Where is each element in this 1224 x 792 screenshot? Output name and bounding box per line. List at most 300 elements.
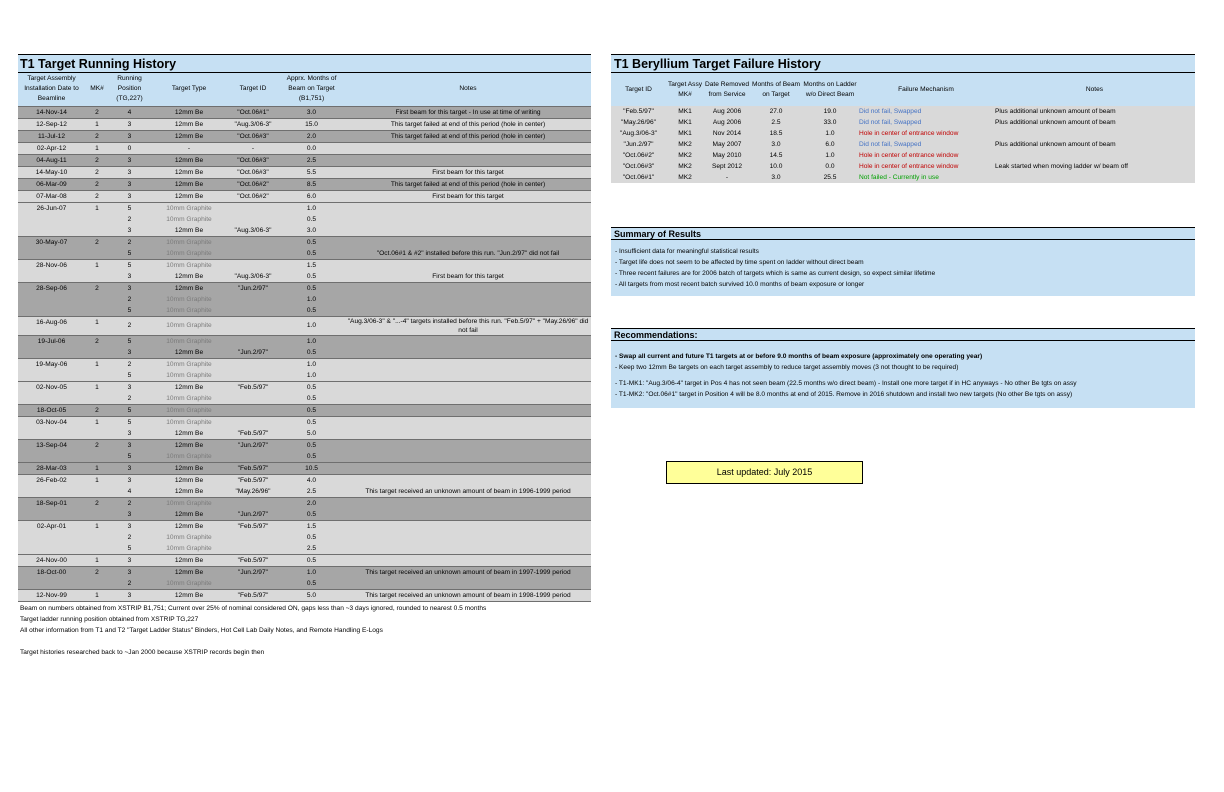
footnote-line — [20, 636, 486, 647]
target-type-cell: 10mm Graphite — [150, 393, 228, 405]
months-cell: 2.0 — [278, 497, 345, 509]
notes-cell — [345, 225, 591, 237]
header-fail-notes: Notes — [994, 73, 1195, 106]
notes-cell — [345, 520, 591, 532]
install-date-cell: 03-Nov-04 — [18, 416, 85, 439]
mk-cell: 2 — [85, 404, 109, 416]
months-cell: 0.5 — [278, 347, 345, 359]
install-date-cell: 02-Nov-05 — [18, 381, 85, 404]
header-install-date: Target Assembly Installation Date to Beamline — [18, 73, 85, 106]
target-id-cell — [228, 316, 278, 335]
failure-row — [611, 139, 1195, 150]
fail-assy-cell: MK2 — [666, 161, 704, 172]
target-id-cell: "Feb.5/97" — [228, 474, 278, 486]
fail-mechanism-cell: Hole in center of entrance window — [858, 128, 994, 139]
months-cell: 0.5 — [278, 393, 345, 405]
position-cell: 4 — [109, 106, 150, 118]
months-cell: 0.5 — [278, 282, 345, 294]
notes-cell — [345, 259, 591, 271]
install-date-cell: 19-Jul-06 — [18, 335, 85, 358]
last-updated-box: Last updated: July 2015 — [666, 461, 863, 484]
target-id-cell: "Jun.2/97" — [228, 439, 278, 451]
position-cell: 3 — [109, 439, 150, 451]
running-history-title: T1 Target Running History — [18, 54, 591, 73]
install-date-cell: 11-Jul-12 — [18, 130, 85, 142]
target-type-cell: 10mm Graphite — [150, 202, 228, 214]
fail-notes-cell: Plus additional unknown amount of beam — [994, 117, 1195, 128]
position-cell: 2 — [109, 532, 150, 543]
notes-cell — [345, 282, 591, 294]
history-row — [18, 166, 591, 178]
notes-cell — [345, 554, 591, 566]
position-cell: 3 — [109, 566, 150, 578]
months-cell: 10.5 — [278, 462, 345, 474]
history-row — [18, 404, 591, 416]
history-row — [18, 142, 591, 154]
target-type-cell: 10mm Graphite — [150, 236, 228, 248]
fail-target-id-cell: "Feb.5/97" — [611, 106, 666, 117]
months-cell: 0.5 — [278, 554, 345, 566]
target-id-cell: "Aug.3/06-3" — [228, 271, 278, 283]
mk-cell: 2 — [85, 154, 109, 166]
notes-cell — [345, 439, 591, 451]
notes-cell — [345, 578, 591, 590]
header-target-type: Target Type — [150, 73, 228, 106]
header-target-id: Target ID — [228, 73, 278, 106]
position-cell: 5 — [109, 248, 150, 260]
notes-cell: This target received an unknown amount of beam in 1998-1999 period — [345, 589, 591, 601]
history-row — [18, 130, 591, 142]
install-date-cell: 07-Mar-08 — [18, 190, 85, 202]
notes-cell: This target failed at end of this period (hole in center) — [345, 178, 591, 190]
target-id-cell: "Oct.06#2" — [228, 190, 278, 202]
running-history-section — [18, 54, 591, 602]
fail-months-ladder-cell: 6.0 — [802, 139, 858, 150]
months-cell: 2.0 — [278, 130, 345, 142]
target-id-cell — [228, 236, 278, 248]
mk-cell: 1 — [85, 142, 109, 154]
months-cell: 0.5 — [278, 271, 345, 283]
notes-cell — [345, 305, 591, 317]
fail-months-ladder-cell: 33.0 — [802, 117, 858, 128]
recommendations-title: Recommendations: — [611, 328, 1195, 341]
notes-cell: "Oct.06#1 & #2" installed before this run. "Jun.2/97" did not fail — [345, 248, 591, 260]
target-id-cell: - — [228, 142, 278, 154]
failure-row — [611, 172, 1195, 183]
install-date-cell: 30-May-07 — [18, 236, 85, 259]
target-id-cell — [228, 578, 278, 590]
history-row — [18, 202, 591, 214]
summary-title: Summary of Results — [611, 227, 1195, 240]
position-cell: 3 — [109, 554, 150, 566]
position-cell: 3 — [109, 271, 150, 283]
months-cell: 1.0 — [278, 335, 345, 347]
target-type-cell: 10mm Graphite — [150, 316, 228, 335]
failure-row — [611, 161, 1195, 172]
notes-cell: First beam for this target - In use at time of writing — [345, 106, 591, 118]
fail-removed-cell: May 2007 — [704, 139, 750, 150]
recommendation-line: - Keep two 12mm Be targets on each target assembly to reduce target assembly moves (3 not thought to be required) — [615, 364, 959, 371]
mk-cell: 2 — [85, 106, 109, 118]
header-mk: MK# — [85, 73, 109, 106]
notes-cell — [345, 358, 591, 370]
target-id-cell: "Jun.2/97" — [228, 282, 278, 294]
mk-cell: 2 — [85, 166, 109, 178]
fail-months-ladder-cell: 1.0 — [802, 150, 858, 161]
months-cell: 1.0 — [278, 294, 345, 305]
mk-cell: 1 — [85, 358, 109, 381]
months-cell: 2.5 — [278, 154, 345, 166]
target-id-cell — [228, 532, 278, 543]
position-cell: 5 — [109, 335, 150, 347]
history-row — [18, 236, 591, 248]
target-type-cell: 12mm Be — [150, 381, 228, 393]
position-cell: 2 — [109, 393, 150, 405]
notes-cell: This target received an unknown amount of beam in 1997-1999 period — [345, 566, 591, 578]
header-fail-removed: Date Removed from Service — [704, 73, 750, 106]
footnote-line: Target histories researched back to ~Jan 2000 because XSTRIP records begin then — [20, 649, 265, 656]
install-date-cell: 13-Sep-04 — [18, 439, 85, 462]
target-type-cell: 10mm Graphite — [150, 248, 228, 260]
install-date-cell: 26-Feb-02 — [18, 474, 85, 497]
position-cell: 5 — [109, 416, 150, 428]
target-type-cell: 12mm Be — [150, 589, 228, 601]
failure-row — [611, 128, 1195, 139]
position-cell: 3 — [109, 154, 150, 166]
fail-months-beam-cell: 18.5 — [750, 128, 802, 139]
target-id-cell: "Aug.3/06-3" — [228, 118, 278, 130]
target-type-cell: 10mm Graphite — [150, 497, 228, 509]
months-cell: 0.5 — [278, 532, 345, 543]
months-cell: 0.5 — [278, 509, 345, 521]
history-row — [18, 566, 591, 578]
position-cell: 3 — [109, 381, 150, 393]
install-date-cell: 28-Mar-03 — [18, 462, 85, 474]
notes-cell — [345, 509, 591, 521]
fail-months-beam-cell: 3.0 — [750, 139, 802, 150]
target-id-cell — [228, 404, 278, 416]
target-type-cell: - — [150, 142, 228, 154]
fail-target-id-cell: "Oct.06#3" — [611, 161, 666, 172]
fail-target-id-cell: "May.26/96" — [611, 117, 666, 128]
fail-mechanism-cell: Did not fail, Swapped — [858, 117, 994, 128]
fail-assy-cell: MK1 — [666, 106, 704, 117]
notes-cell — [345, 335, 591, 347]
position-cell: 3 — [109, 130, 150, 142]
history-row — [18, 282, 591, 294]
notes-cell — [345, 393, 591, 405]
target-id-cell — [228, 497, 278, 509]
fail-notes-cell — [994, 128, 1195, 139]
target-id-cell — [228, 248, 278, 260]
notes-cell — [345, 370, 591, 382]
target-type-cell: 10mm Graphite — [150, 370, 228, 382]
position-cell: 3 — [109, 589, 150, 601]
target-id-cell: "Oct.06#3" — [228, 154, 278, 166]
notes-cell: This target failed at end of this period (hole in center) — [345, 118, 591, 130]
position-cell: 4 — [109, 486, 150, 498]
months-cell: 0.5 — [278, 381, 345, 393]
mk-cell: 1 — [85, 416, 109, 439]
target-id-cell: "Aug.3/06-3" — [228, 225, 278, 237]
footnotes — [20, 603, 486, 658]
mk-cell: 2 — [85, 282, 109, 316]
summary-box — [611, 227, 1195, 296]
target-type-cell: 10mm Graphite — [150, 358, 228, 370]
target-type-cell: 12mm Be — [150, 474, 228, 486]
months-cell: 3.0 — [278, 225, 345, 237]
mk-cell: 1 — [85, 520, 109, 554]
target-type-cell: 12mm Be — [150, 190, 228, 202]
fail-removed-cell: Nov 2014 — [704, 128, 750, 139]
fail-mechanism-cell: Hole in center of entrance window — [858, 161, 994, 172]
install-date-cell: 28-Sep-06 — [18, 282, 85, 316]
header-months-beam: Apprx. Months of Beam on Target (B1,751) — [278, 73, 345, 106]
history-row — [18, 381, 591, 393]
install-date-cell: 28-Nov-06 — [18, 259, 85, 282]
failure-row — [611, 106, 1195, 117]
install-date-cell: 04-Aug-11 — [18, 154, 85, 166]
history-row — [18, 554, 591, 566]
target-id-cell — [228, 335, 278, 347]
months-cell: 0.5 — [278, 404, 345, 416]
notes-cell: This target received an unknown amount of beam in 1996-1999 period — [345, 486, 591, 498]
fail-mechanism-cell: Did not fail, Swapped — [858, 139, 994, 150]
position-cell: 3 — [109, 190, 150, 202]
fail-notes-cell: Plus additional unknown amount of beam — [994, 139, 1195, 150]
failure-history-title: T1 Beryllium Target Failure History — [611, 54, 1195, 73]
target-type-cell: 10mm Graphite — [150, 214, 228, 225]
fail-assy-cell: MK2 — [666, 172, 704, 183]
target-id-cell — [228, 543, 278, 555]
mk-cell: 2 — [85, 439, 109, 462]
recommendations-box — [611, 328, 1195, 408]
target-id-cell — [228, 214, 278, 225]
months-cell: 1.0 — [278, 566, 345, 578]
notes-cell — [345, 381, 591, 393]
target-id-cell — [228, 259, 278, 271]
target-id-cell — [228, 358, 278, 370]
months-cell: 1.0 — [278, 316, 345, 335]
history-row — [18, 462, 591, 474]
fail-target-id-cell: "Aug.3/06-3" — [611, 128, 666, 139]
notes-cell — [345, 154, 591, 166]
header-running-position: Running Position (TG,227) — [109, 73, 150, 106]
position-cell: 2 — [109, 316, 150, 335]
target-id-cell: "Feb.5/97" — [228, 589, 278, 601]
notes-cell: This target failed at end of this period (hole in center) — [345, 130, 591, 142]
position-cell: 2 — [109, 497, 150, 509]
target-type-cell: 12mm Be — [150, 282, 228, 294]
target-id-cell: "Feb.5/97" — [228, 381, 278, 393]
running-history-body — [18, 106, 591, 601]
target-id-cell: "May.26/96" — [228, 486, 278, 498]
months-cell: 0.5 — [278, 305, 345, 317]
months-cell: 2.5 — [278, 486, 345, 498]
notes-cell — [345, 497, 591, 509]
mk-cell: 2 — [85, 190, 109, 202]
target-type-cell: 10mm Graphite — [150, 416, 228, 428]
install-date-cell: 14-May-10 — [18, 166, 85, 178]
position-cell: 5 — [109, 259, 150, 271]
fail-removed-cell: Sept 2012 — [704, 161, 750, 172]
months-cell: 1.0 — [278, 202, 345, 214]
mk-cell: 1 — [85, 462, 109, 474]
position-cell: 3 — [109, 225, 150, 237]
install-date-cell: 19-May-06 — [18, 358, 85, 381]
header-fail-target-id: Target ID — [611, 73, 666, 106]
target-type-cell: 12mm Be — [150, 106, 228, 118]
target-type-cell: 12mm Be — [150, 271, 228, 283]
notes-cell — [345, 202, 591, 214]
fail-assy-cell: MK1 — [666, 128, 704, 139]
target-id-cell: "Oct.06#3" — [228, 166, 278, 178]
position-cell: 3 — [109, 509, 150, 521]
target-id-cell — [228, 294, 278, 305]
mk-cell: 1 — [85, 589, 109, 601]
mk-cell: 1 — [85, 202, 109, 236]
summary-line: - Target life does not seem to be affected by time spent on ladder without direct beam — [615, 259, 864, 266]
target-id-cell — [228, 393, 278, 405]
footnote-line: Target ladder running position obtained from XSTRIP TG,227 — [20, 616, 199, 623]
target-type-cell: 10mm Graphite — [150, 404, 228, 416]
failure-row — [611, 117, 1195, 128]
position-cell: 3 — [109, 347, 150, 359]
target-id-cell — [228, 202, 278, 214]
install-date-cell: 18-Sep-01 — [18, 497, 85, 520]
months-cell: 0.5 — [278, 236, 345, 248]
notes-cell — [345, 142, 591, 154]
fail-months-beam-cell: 3.0 — [750, 172, 802, 183]
target-id-cell: "Oct.06#1" — [228, 106, 278, 118]
mk-cell: 2 — [85, 497, 109, 520]
months-cell: 5.5 — [278, 166, 345, 178]
target-type-cell: 10mm Graphite — [150, 543, 228, 555]
months-cell: 1.5 — [278, 520, 345, 532]
months-cell: 8.5 — [278, 178, 345, 190]
recommendation-line: - Swap all current and future T1 targets at or before 9.0 months of beam exposure (approximately one operating year) — [615, 353, 983, 360]
notes-cell: First beam for this target — [345, 271, 591, 283]
notes-cell — [345, 236, 591, 248]
position-cell: 2 — [109, 236, 150, 248]
fail-removed-cell: Aug 2006 — [704, 106, 750, 117]
position-cell: 3 — [109, 520, 150, 532]
months-cell: 0.0 — [278, 142, 345, 154]
header-fail-months-ladder: Months on Ladder w/o Direct Beam — [802, 73, 858, 106]
fail-notes-cell: Leak started when moving ladder w/ beam off — [994, 161, 1195, 172]
target-id-cell: "Jun.2/97" — [228, 509, 278, 521]
target-type-cell: 12mm Be — [150, 225, 228, 237]
target-id-cell: "Feb.5/97" — [228, 520, 278, 532]
months-cell: 0.5 — [278, 451, 345, 463]
history-row — [18, 416, 591, 428]
position-cell: 3 — [109, 462, 150, 474]
target-id-cell: "Oct.06#2" — [228, 178, 278, 190]
install-date-cell: 14-Nov-14 — [18, 106, 85, 118]
target-type-cell: 12mm Be — [150, 178, 228, 190]
notes-cell — [345, 294, 591, 305]
position-cell: 3 — [109, 166, 150, 178]
failure-row — [611, 150, 1195, 161]
target-type-cell: 12mm Be — [150, 509, 228, 521]
months-cell: 6.0 — [278, 190, 345, 202]
target-type-cell: 12mm Be — [150, 520, 228, 532]
notes-cell — [345, 428, 591, 440]
months-cell: 5.0 — [278, 428, 345, 440]
history-row — [18, 335, 591, 347]
target-id-cell: "Feb.5/97" — [228, 428, 278, 440]
fail-assy-cell: MK1 — [666, 117, 704, 128]
running-history-table — [18, 73, 591, 602]
position-cell: 3 — [109, 474, 150, 486]
fail-notes-cell: Plus additional unknown amount of beam — [994, 106, 1195, 117]
fail-assy-cell: MK2 — [666, 150, 704, 161]
months-cell: 4.0 — [278, 474, 345, 486]
target-type-cell: 12mm Be — [150, 118, 228, 130]
history-row — [18, 178, 591, 190]
position-cell: 3 — [109, 178, 150, 190]
notes-cell: "Aug.3/06-3" & "...-4" targets installed before this run. "Feb.5/97" + "May.26/96" did not fail — [345, 316, 591, 335]
months-cell: 1.0 — [278, 370, 345, 382]
notes-cell — [345, 543, 591, 555]
mk-cell: 1 — [85, 474, 109, 497]
fail-months-ladder-cell: 25.5 — [802, 172, 858, 183]
header-notes: Notes — [345, 73, 591, 106]
target-id-cell — [228, 370, 278, 382]
install-date-cell: 02-Apr-01 — [18, 520, 85, 554]
target-id-cell — [228, 416, 278, 428]
fail-notes-cell — [994, 150, 1195, 161]
mk-cell: 2 — [85, 335, 109, 358]
notes-cell — [345, 404, 591, 416]
summary-line: - Insufficient data for meaningful statistical results — [615, 248, 759, 255]
notes-cell — [345, 416, 591, 428]
position-cell: 2 — [109, 294, 150, 305]
target-id-cell: "Feb.5/97" — [228, 462, 278, 474]
failure-history-table — [611, 73, 1195, 183]
failure-history-body — [611, 106, 1195, 183]
target-type-cell: 10mm Graphite — [150, 578, 228, 590]
target-type-cell: 12mm Be — [150, 166, 228, 178]
months-cell: 0.5 — [278, 248, 345, 260]
position-cell: 5 — [109, 404, 150, 416]
mk-cell: 1 — [85, 259, 109, 282]
months-cell: 2.5 — [278, 543, 345, 555]
install-date-cell: 12-Sep-12 — [18, 118, 85, 130]
position-cell: 2 — [109, 358, 150, 370]
fail-assy-cell: MK2 — [666, 139, 704, 150]
target-id-cell — [228, 451, 278, 463]
notes-cell — [345, 214, 591, 225]
target-id-cell: "Jun.2/97" — [228, 566, 278, 578]
fail-months-ladder-cell: 0.0 — [802, 161, 858, 172]
install-date-cell: 16-Aug-06 — [18, 316, 85, 335]
notes-cell — [345, 451, 591, 463]
fail-notes-cell — [994, 172, 1195, 183]
history-row — [18, 439, 591, 451]
install-date-cell: 12-Nov-99 — [18, 589, 85, 601]
months-cell: 15.0 — [278, 118, 345, 130]
history-row — [18, 497, 591, 509]
notes-cell: First beam for this target — [345, 166, 591, 178]
months-cell: 0.5 — [278, 578, 345, 590]
history-row — [18, 474, 591, 486]
target-type-cell: 10mm Graphite — [150, 305, 228, 317]
mk-cell: 2 — [85, 130, 109, 142]
fail-mechanism-cell: Not failed - Currently in use — [858, 172, 994, 183]
fail-removed-cell: - — [704, 172, 750, 183]
target-type-cell: 12mm Be — [150, 486, 228, 498]
